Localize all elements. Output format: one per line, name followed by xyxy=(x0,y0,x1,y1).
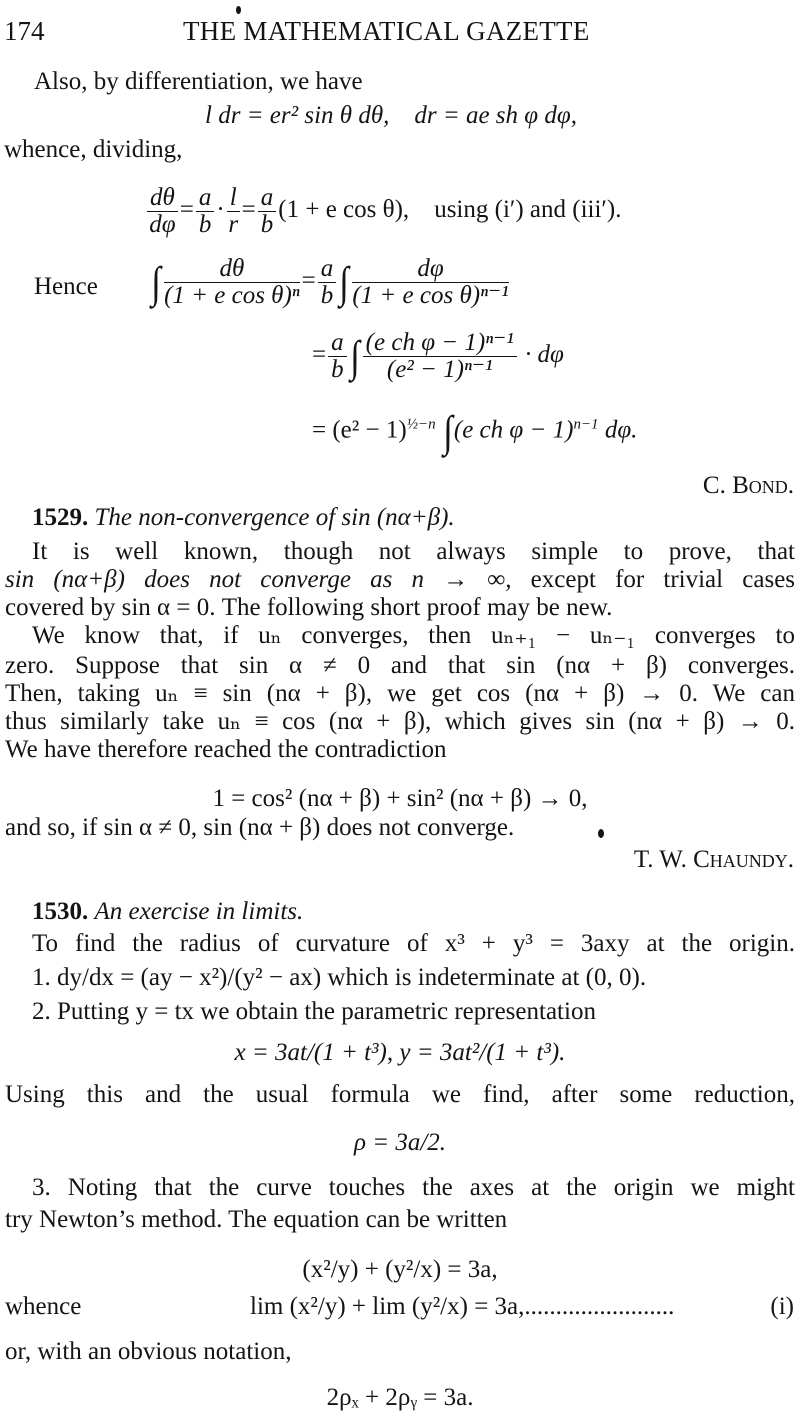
paragraph-line: Using this and the usual formula we find, after some reduction, xyxy=(5,1081,795,1108)
equation-differentiation xyxy=(205,101,577,131)
paragraph-line: thus similarly take uₙ ≡ cos (nα + β), which gives sin (nα + β) → 0. xyxy=(5,708,795,735)
equation-integral-3: = $(e^2 - 1)^{\frac{1}{2}-n}$ ∫(e ch φ − 1)$^{n-1}$ dφ. xyxy=(312,407,638,456)
fraction: $\frac{a}{b}$ xyxy=(328,330,347,383)
paragraph-line: We know that, if uₙ converges, then uₙ₊₁ − uₙ₋₁ converges to xyxy=(32,622,795,649)
paragraph-line: It is well known, though not always simple to prove, that xyxy=(32,538,795,565)
dot-leader: ........................ xyxy=(524,1293,675,1320)
integral-sign: ∫ xyxy=(151,257,161,307)
paragraph-line: covered by sin α = 0. The following short proof may be new. xyxy=(5,594,613,621)
equation-integral-1: ∫ $\frac{d\theta}{\text{(1 + e cos θ)ⁿ}}$ = $\frac{a}{b}$ ∫ $\frac{d\varphi}{\text{(1 + e cos θ)ⁿ⁻¹}}$ xyxy=(151,255,509,309)
equation-part: l dr = er² sin θ dθ, xyxy=(205,102,390,129)
note-title: The non-convergence of sin (nα+β). xyxy=(94,504,455,531)
fraction: $\frac{a}{b}$ xyxy=(318,256,337,309)
integral-sign: ∫ xyxy=(349,331,360,381)
equation-final: 2ρₓ + 2ρᵧ = 3a. xyxy=(326,1384,474,1411)
step-1: 1. dy/dx = (ay − x²)/(y² − ax) which is indeterminate at (0, 0). xyxy=(32,964,647,991)
ink-speck xyxy=(598,829,604,838)
fraction: $\frac{l}{r}$ xyxy=(228,184,239,238)
paragraph-line: or, with an obvious notation, xyxy=(5,1338,292,1365)
fraction: $\frac{d\varphi}{\text{(1 + e cos θ)ⁿ⁻¹}}$ xyxy=(352,255,509,309)
fraction: $\frac{d\theta}{d\varphi}$ xyxy=(147,185,178,238)
running-head: THE MATHEMATICAL GAZETTE xyxy=(183,16,590,46)
step-3: 3. Noting that the curve touches the axes at the origin we might xyxy=(32,1174,795,1201)
note-number: 1530. xyxy=(32,898,89,925)
paragraph-line: Also, by differentiation, we have xyxy=(34,68,363,95)
paragraph-line: and so, if sin α ≠ 0, sin (nα + β) does not converge. xyxy=(5,814,515,841)
whence-label: whence xyxy=(5,1293,82,1320)
equation-note: using (i′) and (iii′). xyxy=(434,196,622,224)
step-2: 2. Putting y = tx we obtain the parametric representation xyxy=(32,998,596,1025)
equation-ratio: $\frac{d\theta}{d\varphi}$ = $\frac{a}{b}$ · $\frac{l}{r}$ = $\frac{a}{b}$ (1 + e cos θ), using (i′) and (iii′). xyxy=(145,185,621,238)
ink-speck xyxy=(236,6,241,14)
paragraph-line: try Newton’s method. The equation can be written xyxy=(5,1206,508,1233)
author-signature: T. W. Chaundy. xyxy=(633,846,794,873)
equation-rho: ρ = 3a/2. xyxy=(353,1129,447,1156)
paragraph-line: We have therefore reached the contradiction xyxy=(5,736,447,763)
equation-integral-2: = $\frac{a}{b}$ ∫ $\frac{\text{(e ch φ − 1)ⁿ⁻¹}}{\text{(e² − 1)ⁿ⁻¹}}$ · dφ xyxy=(312,329,564,383)
equation-contradiction: 1 = cos² (nα + β) + sin² (nα + β) → 0, xyxy=(212,785,588,812)
fraction: $\frac{d\theta}{\text{(1 + e cos θ)ⁿ}}$ xyxy=(164,255,300,309)
equation-label: (i) xyxy=(770,1293,794,1320)
equation-part: dr = ae sh φ dφ, xyxy=(414,102,577,129)
paragraph-line: To find the radius of curvature of x³ + y³ = 3axy at the origin. xyxy=(32,930,795,957)
integral-sign: ∫ xyxy=(443,407,453,456)
note-title: An exercise in limits. xyxy=(94,898,304,925)
fraction: $\frac{\text{(e ch φ − 1)ⁿ⁻¹}}{\text{(e² − 1)ⁿ⁻¹}}$ xyxy=(363,330,517,383)
page-number: 174 xyxy=(4,16,45,46)
fraction: $\frac{a}{b}$ xyxy=(258,185,277,238)
equation-parametric: x = 3at/(1 + t³), y = 3at²/(1 + t³). xyxy=(234,1039,566,1066)
note-heading xyxy=(32,503,455,533)
note-number: 1529. xyxy=(32,504,89,531)
paragraph-line: zero. Suppose that sin α ≠ 0 and that sin (nα + β) converges. xyxy=(5,652,795,679)
integral-sign: ∫ xyxy=(339,257,350,307)
equation-newton: (x²/y) + (y²/x) = 3a, xyxy=(302,1256,498,1283)
author-signature: C. Bond. xyxy=(702,472,794,499)
fraction: $\frac{a}{b}$ xyxy=(196,185,215,238)
note-heading xyxy=(32,897,303,927)
paragraph-line: whence, dividing, xyxy=(4,136,183,163)
paragraph-line: sin (nα+β) does not converge as n → ∞, except for trivial cases xyxy=(5,566,796,593)
equation-limit: lim (x²/y) + lim (y²/x) = 3a,........................ xyxy=(250,1293,675,1320)
hence-label: Hence xyxy=(34,273,98,300)
paragraph-line: Then, taking uₙ ≡ sin (nα + β), we get cos (nα + β) → 0. We can xyxy=(5,680,795,707)
